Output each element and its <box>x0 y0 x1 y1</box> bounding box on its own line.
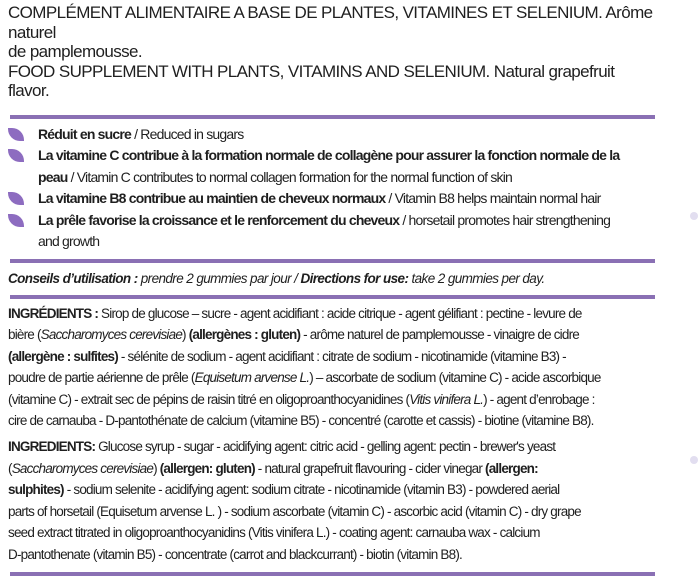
divider <box>10 259 655 263</box>
text-line <box>8 544 658 566</box>
text: bière ( <box>8 327 41 343</box>
title-line: FOOD SUPPLEMENT WITH PLANTS, VITAMINS AND SELENIUM. Natural grapefruit flavor. <box>8 61 615 100</box>
italic-text: Equisetum arvense L. <box>194 370 310 386</box>
text-line <box>38 145 653 167</box>
claims-list <box>8 124 658 253</box>
claim-text <box>38 145 653 188</box>
bold-text: La prêle favorise la croissance et le renforcement du cheveux <box>38 211 400 228</box>
ingredients-en <box>8 436 658 566</box>
text: / Vitamin B8 helps maintain normal hair <box>385 190 601 206</box>
text: parts of horsetail (Equisetum arvense L. ) - sodium ascorbate (vitamin C) - ascorbic acid (vitamin C) - dry grape <box>8 503 581 519</box>
bold-text: (allergènes : gluten) <box>188 327 301 343</box>
text-line <box>8 501 658 523</box>
bold-text: La vitamine C contribue à la formation normale de collagène pour assurer la fonction normale de la <box>38 147 620 163</box>
italic-text: Vitis vinifera L. <box>409 391 484 407</box>
claim-text <box>38 188 653 210</box>
text: cire de carnauba - D-pantothénate de calcium (vitamine B5) - concentré (carotte et cassis) - biotine (vitamine B8). <box>8 413 594 429</box>
text: - sélénite de sodium - agent acidifiant : citrate de sodium - nicotinamide (vitamine B3) - <box>117 348 566 364</box>
bold-text: (allergen: gluten) <box>159 460 255 476</box>
title-line: de pamplemousse. <box>8 42 143 61</box>
text: Glucose syrup - sugar - acidifying agent: citric acid - gelling agent: pectin - brewer's yeast <box>95 439 556 455</box>
text-line <box>8 522 658 544</box>
text-line <box>38 210 653 232</box>
ingredients-fr <box>8 303 658 433</box>
divider <box>10 572 655 576</box>
text-line <box>8 458 658 480</box>
title-line: COMPLÉMENT ALIMENTAIRE A BASE DE PLANTES, VITAMINES ET SELENIUM. Arôme naturel <box>8 3 653 42</box>
leaf-bullet-icon <box>8 214 24 227</box>
text-line <box>8 367 658 389</box>
text-line <box>8 303 658 325</box>
text: prendre 2 gummies par jour / <box>137 270 301 286</box>
italic-text: Saccharomyces cerevisiae <box>40 327 183 343</box>
text: / Reduced in sugars <box>131 125 244 142</box>
claim-item <box>8 145 658 188</box>
text: ) <box>153 460 160 476</box>
bold-text: sulphites) <box>8 482 64 498</box>
text: - arôme naturel de pamplemousse - vinaigre de cidre <box>300 327 579 343</box>
text: ) – ascorbate de sodium (vitamine C) - acide ascorbique <box>309 370 601 386</box>
text: ( <box>8 460 12 476</box>
bold-text: Directions for use: <box>300 270 409 286</box>
text: seed extract titrated in oligoproanthocyanidins (Vitis vinifera L.) - coating agent: carnauba wax - calcium <box>8 525 540 541</box>
leaf-bullet-icon <box>8 128 24 141</box>
text: take 2 gummies per day. <box>408 270 545 286</box>
text-line <box>8 324 658 346</box>
text-line <box>8 269 658 289</box>
decorative-dot <box>690 456 698 464</box>
text: poudre de partie aérienne de prêle ( <box>8 370 195 386</box>
text-line <box>38 188 653 210</box>
claim-item <box>8 124 658 146</box>
text: / Vitamin C contributes to normal collagen formation for the normal function of skin <box>67 168 513 185</box>
bold-text: peau <box>38 168 68 185</box>
divider <box>10 295 655 299</box>
text-line <box>38 167 653 189</box>
bold-text: La vitamine B8 contribue au maintien de cheveux normaux <box>38 190 386 206</box>
text: - sodium selenite - acidifying agent: sodium citrate - nicotinamide (vitamin B3) - powdered aerial <box>63 482 560 498</box>
claim-item <box>8 210 658 253</box>
bold-text: (allergen: <box>485 460 538 476</box>
text-line <box>38 231 653 253</box>
directions-for-use <box>8 269 658 289</box>
divider <box>10 115 655 119</box>
product-title <box>8 0 658 101</box>
bold-text: INGREDIENTS: <box>8 439 96 455</box>
text-line <box>38 124 653 146</box>
text: Sirop de glucose – sucre - agent acidifiant : acide citrique - agent gélifiant : pectine - levure de <box>98 305 582 321</box>
claim-text <box>38 210 653 253</box>
claim-text <box>38 124 653 146</box>
text: - natural grapefruit flavouring - cider vinegar <box>254 460 486 476</box>
decorative-dot <box>690 212 698 220</box>
bold-text: (allergène : sulfites) <box>8 348 118 364</box>
text-line <box>8 479 658 501</box>
text: ) <box>182 327 189 343</box>
text-line <box>8 389 658 411</box>
bold-text: INGRÉDIENTS : <box>8 305 99 321</box>
bold-text: Réduit en sucre <box>38 125 132 142</box>
leaf-bullet-icon <box>8 192 24 205</box>
text: and growth <box>38 233 100 249</box>
leaf-bullet-icon <box>8 149 24 162</box>
text: (vitamine C) - extrait sec de pépins de raisin titré en oligoproanthocyanidines ( <box>8 391 410 407</box>
italic-text: Saccharomyces cerevisiae <box>11 460 154 476</box>
claim-item <box>8 188 658 210</box>
text-line <box>8 436 658 458</box>
text-line <box>8 346 658 368</box>
text: ) - agent d’enrobage : <box>483 391 595 407</box>
text: / horsetail promotes hair strengthening <box>399 211 611 228</box>
text: D-pantothenate (vitamin B5) - concentrate (carrot and blackcurrant) - biotin (vitamin B8). <box>8 547 462 563</box>
text-line <box>8 410 658 432</box>
bold-text: Conseils d’utilisation : <box>8 270 138 286</box>
